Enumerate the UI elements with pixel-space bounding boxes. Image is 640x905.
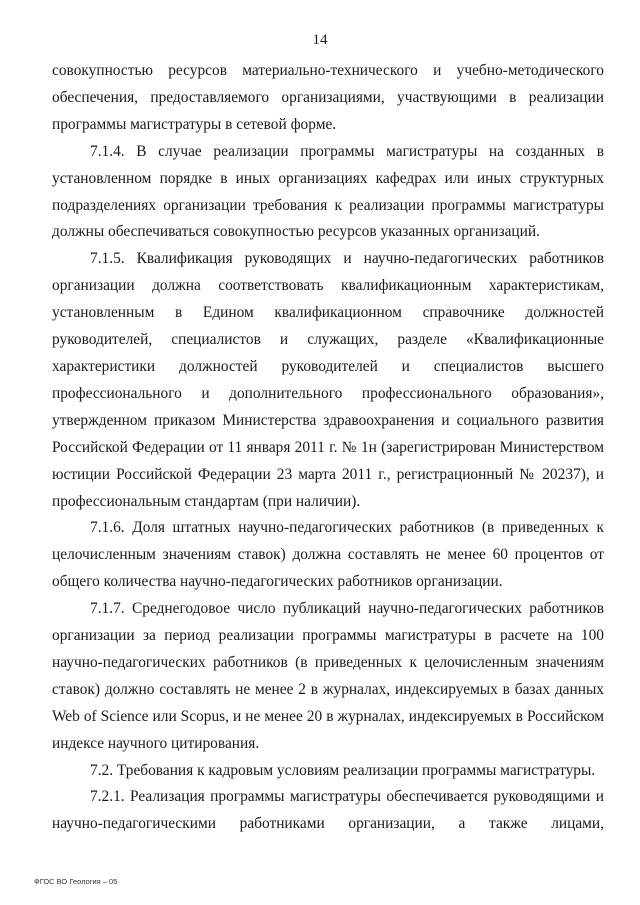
document-body: [52, 58, 604, 838]
paragraph-7-2: 7.2. Требования к кадровым условиям реализации программы магистратуры.: [90, 761, 596, 779]
paragraph-resources-continuation: совокупностью ресурсов материально-технического и учебно-методического обеспечения, предоставляемого организациями, участвующими в реализации программы магистратуры в сетевой форме.: [52, 62, 604, 133]
paragraph-7-2-1: 7.2.1. Реализация программы магистратуры обеспечивается руководящими и научно-педагогическими работниками организации, а также лицами,: [52, 788, 604, 833]
paragraph-7-1-5: 7.1.5. Квалификация руководящих и научно-педагогических работников организации должна соответствовать квалификационным характеристикам, установленным в Едином квалификационном справочнике должностей руководителей, специалистов и служащих, разделе «Квалификационные характеристики должностей руководителей и специалистов высшего профессионального и дополнительного профессионального образования», утвержденном приказом Министерства здравоохранения и социального развития Российской Федерации от 11 января 2011 г. № 1н (зарегистрирован Министерством юстиции Российской Федерации 23 марта 2011 г., регистрационный № 20237), и профессиональным стандартам (при наличии).: [52, 250, 604, 510]
paragraph-7-1-4: 7.1.4. В случае реализации программы магистратуры на созданных в установленном порядке в иных организациях кафедрах или иных структурных подразделениях организации требования к реализации программы магистратуры должны обеспечиваться совокупностью ресурсов указанных организаций.: [52, 142, 604, 241]
footer-label: ФГОС ВО Геология – 05: [34, 877, 118, 886]
paragraph-7-1-7: 7.1.7. Среднегодовое число публикаций научно-педагогических работников организации за период реализации программы магистратуры в расчете на 100 научно-педагогических работников (в приведенных к целочисленным значениям ставок) должно составлять не менее 2 в журналах, индексируемых в базах данных Web of Science или Scopus, и не менее 20 в журналах, индексируемых в Российском индексе научного цитирования.: [52, 600, 604, 752]
page-number: 14: [312, 32, 328, 48]
paragraph-7-1-6: 7.1.6. Доля штатных научно-педагогических работников (в приведенных к целочисленным значениям ставок) должна составлять не менее 60 процентов от общего количества научно-педагогических работников организации.: [52, 519, 604, 591]
